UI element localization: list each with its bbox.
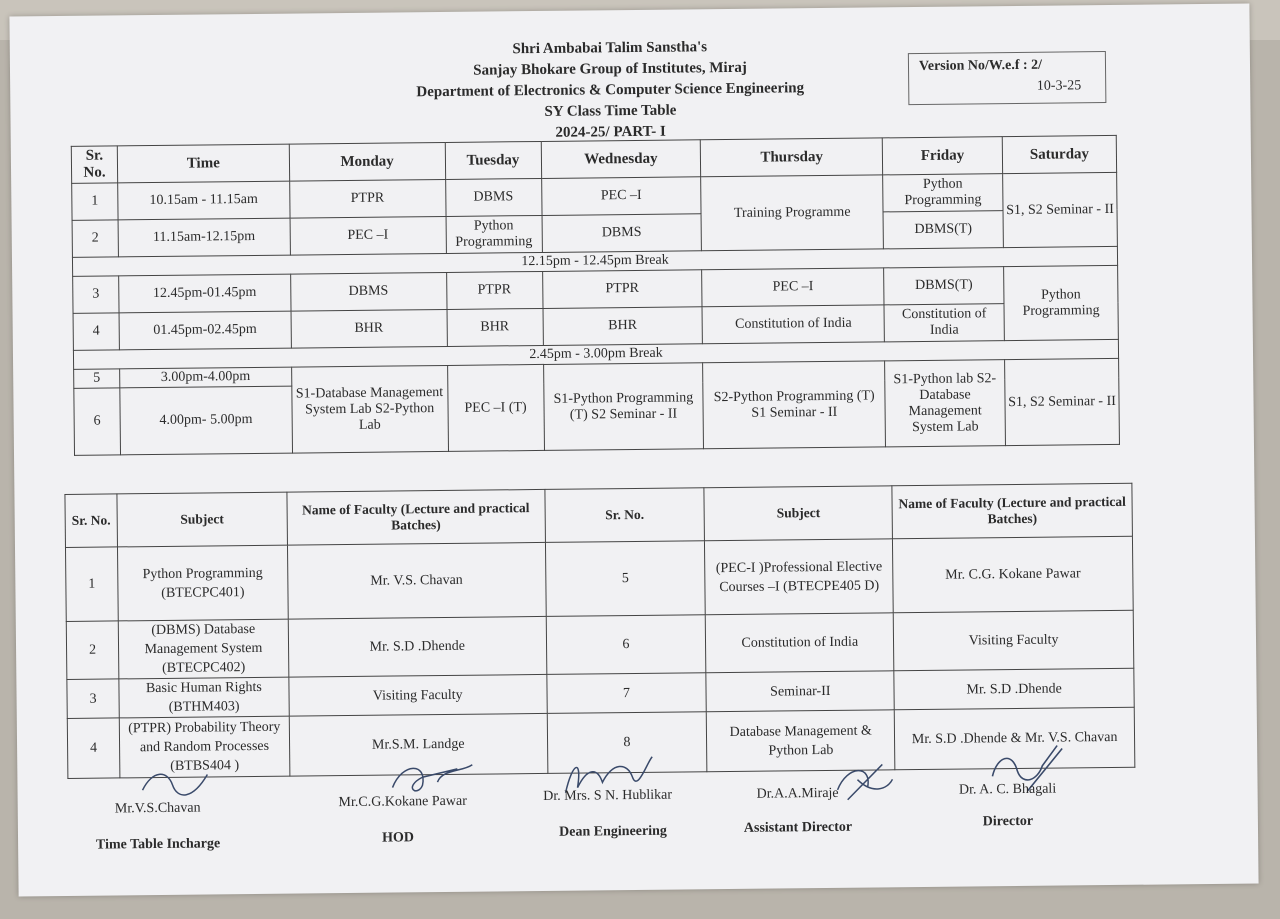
thursday-cell: Training Programme <box>701 175 884 251</box>
friday-cell: Constitution of India <box>884 304 1004 342</box>
subject-cell: Database Management & Python Lab <box>707 710 895 772</box>
faculty-cell: Mr. C.G. Kokane Pawar <box>893 536 1134 613</box>
sr-cell: 5 <box>545 541 706 617</box>
academic-year: 2024-25/ PART- I <box>555 123 666 141</box>
col-header-sr: Sr. No. <box>65 494 118 548</box>
time-cell: 3.00pm-4.00pm <box>120 367 292 388</box>
signature-scribble <box>137 764 217 805</box>
col-header-faculty: Name of Faculty (Lecture and practical Batches) <box>287 489 545 545</box>
time-cell: 4.00pm- 5.00pm <box>120 386 292 455</box>
col-header-time: Time <box>117 144 289 183</box>
sr-cell: 4 <box>67 718 120 779</box>
subject-cell: Basic Human Rights (BTHM403) <box>119 677 289 718</box>
sr-cell: 6 <box>546 615 706 675</box>
col-header-saturday: Saturday <box>1002 135 1116 173</box>
subject-cell: Python Programming (BTECPC401) <box>117 545 288 621</box>
col-header-subject: Subject <box>704 486 892 541</box>
faculty-cell: Mr.S.M. Landge <box>289 713 547 776</box>
subject-cell: (PEC-I )Professional Elective Courses –I (BTECPE405 D) <box>705 539 894 615</box>
sr-cell: 8 <box>547 712 707 774</box>
sr-cell: 4 <box>73 313 119 350</box>
sr-cell: 7 <box>546 673 706 714</box>
wednesday-cell: PTPR <box>542 270 702 309</box>
signatory-role: Director <box>982 813 1034 830</box>
sr-cell: 3 <box>67 679 119 719</box>
thursday-cell: Constitution of India <box>702 305 884 344</box>
col-header-sr: Sr. No. <box>71 146 117 183</box>
signatory-name: Mr.V.S.Chavan <box>114 800 201 817</box>
wednesday-cell: S1-Python Programming (T) S2 Seminar - II <box>543 363 704 451</box>
col-header-monday: Monday <box>289 142 445 181</box>
trust-name: Shri Ambabai Talim Sanstha's <box>512 39 708 58</box>
wednesday-cell: DBMS <box>542 214 702 253</box>
document-header <box>340 35 881 146</box>
monday-cell: BHR <box>291 309 447 348</box>
faculty-cell: Visiting Faculty <box>289 674 547 716</box>
friday-cell: DBMS(T) <box>884 267 1004 305</box>
sr-cell: 1 <box>72 183 118 220</box>
signatory-name: Dr. Mrs. S N. Hublikar <box>543 787 673 804</box>
col-header-thursday: Thursday <box>701 138 883 177</box>
signatory-role: Time Table Incharge <box>95 836 221 853</box>
col-header-wednesday: Wednesday <box>541 140 701 179</box>
thursday-cell: PEC –I <box>702 268 884 307</box>
monday-cell: PTPR <box>289 179 445 218</box>
monday-cell: S1-Database Management System Lab S2-Python Lab <box>291 365 448 453</box>
saturday-cell: S1, S2 Seminar - II <box>1005 358 1120 445</box>
version-label: Version No/W.e.f : 2/ <box>918 57 1043 74</box>
subject-cell: Seminar-II <box>706 671 894 712</box>
monday-cell: DBMS <box>290 272 446 311</box>
institute-name: Sanjay Bhokare Group of Institutes, Miraj <box>473 59 747 79</box>
timetable-sheet <box>9 4 1258 897</box>
friday-cell: Python Programming <box>883 174 1003 212</box>
saturday-cell: Python Programming <box>1004 265 1119 340</box>
col-header-tuesday: Tuesday <box>445 141 541 179</box>
friday-cell: S1-Python lab S2- Database Management System Lab <box>885 360 1006 447</box>
version-box <box>908 51 1107 105</box>
faculty-row <box>65 536 1133 621</box>
time-cell: 01.45pm-02.45pm <box>119 311 291 350</box>
tuesday-cell: PTPR <box>446 271 542 309</box>
subject-cell: (PTPR) Probability Theory and Random Processes (BTBS404 ) <box>119 716 289 778</box>
time-cell: 11.15am-12.15pm <box>118 218 290 257</box>
signatory-name: Dr.A.A.Miraje <box>756 785 839 802</box>
col-header-friday: Friday <box>882 137 1002 175</box>
sr-cell: 2 <box>66 621 119 680</box>
monday-cell: PEC –I <box>290 216 446 255</box>
signatory-role: Assistant Director <box>743 819 853 836</box>
signatory-name: Mr.C.G.Kokane Pawar <box>338 793 467 811</box>
sr-cell: 5 <box>74 369 120 388</box>
break-label: 12.15pm - 12.45pm Break <box>72 246 1117 276</box>
faculty-cell: Mr. S.D .Dhende <box>288 616 546 677</box>
faculty-table <box>64 483 1135 779</box>
subject-cell: (DBMS) Database Management System (BTECPC402) <box>118 619 288 679</box>
faculty-cell: Visiting Faculty <box>893 610 1133 671</box>
signatory-name: Dr. A. C. Bhagali <box>958 781 1057 798</box>
faculty-cell: Mr. S.D .Dhende & Mr. V.S. Chavan <box>894 707 1134 770</box>
tuesday-cell: DBMS <box>445 178 541 216</box>
wednesday-cell: BHR <box>543 307 703 346</box>
sr-cell: 2 <box>72 220 118 257</box>
break-label: 2.45pm - 3.00pm Break <box>73 339 1118 369</box>
col-header-subject: Subject <box>117 492 287 547</box>
time-cell: 10.15am - 11.15am <box>118 181 290 220</box>
signatory-role: HOD <box>382 830 415 846</box>
time-cell: 12.45pm-01.45pm <box>119 274 291 313</box>
tuesday-cell: PEC –I (T) <box>447 364 544 451</box>
sr-cell: 1 <box>65 547 118 622</box>
subject-cell: Constitution of India <box>706 613 894 673</box>
faculty-cell: Mr. V.S. Chavan <box>287 542 545 619</box>
sr-cell: 3 <box>73 276 119 313</box>
signatory-role: Dean Engineering <box>559 823 667 840</box>
col-header-sr: Sr. No. <box>544 488 704 543</box>
saturday-cell: S1, S2 Seminar - II <box>1003 172 1118 247</box>
faculty-cell: Mr. S.D .Dhende <box>894 668 1134 710</box>
department-name: Department of Electronics & Computer Science Engineering <box>416 80 805 101</box>
thursday-cell: S2-Python Programming (T) S1 Seminar - II <box>703 361 886 449</box>
friday-cell: DBMS(T) <box>883 211 1003 249</box>
version-date: 10-3-25 <box>1036 78 1082 94</box>
col-header-faculty: Name of Faculty (Lecture and practical Batches) <box>892 483 1132 539</box>
wednesday-cell: PEC –I <box>541 177 701 216</box>
document-title: SY Class Time Table <box>544 102 677 120</box>
timetable-grid <box>71 135 1120 456</box>
sr-cell: 6 <box>74 388 121 455</box>
tuesday-cell: BHR <box>447 308 543 346</box>
tuesday-cell: Python Programming <box>446 215 542 253</box>
